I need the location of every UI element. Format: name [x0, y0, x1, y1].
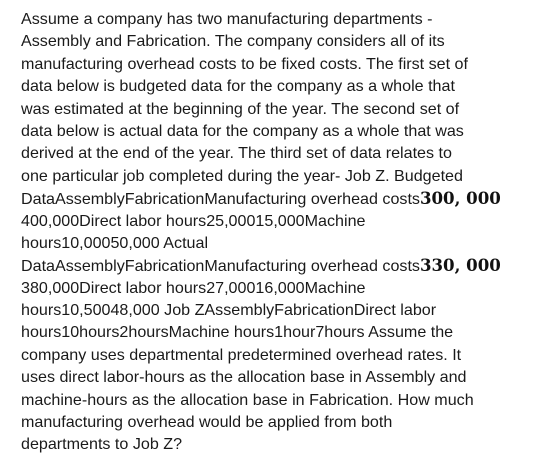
text-line: hours10,50048,000 Job ZAssemblyFabricationDirect labor	[21, 301, 437, 320]
text-line: manufacturing overhead costs to be fixed costs. The first set of	[21, 54, 468, 73]
text-line: departments to Job Z?	[21, 435, 183, 454]
budgeted-data-text: DataAssemblyFabricationManufacturing overhead costs	[21, 190, 420, 209]
text-line: company uses departmental predetermined overhead rates. It	[21, 345, 462, 364]
text-line: hours10,00050,000 Actual	[21, 233, 209, 252]
text-line: uses direct labor-hours as the allocation base in Assembly and	[21, 368, 467, 387]
text-line: 400,000Direct labor hours25,00015,000Machine	[21, 211, 366, 230]
text-line: hours10hours2hoursMachine hours1hour7hours Assume the	[21, 323, 454, 342]
text-line: one particular job completed during the year- Job Z. Budgeted	[21, 166, 463, 185]
text-line: Assembly and Fabrication. The company considers all of its	[21, 32, 445, 51]
text-line: derived at the end of the year. The third set of data relates to	[21, 144, 452, 163]
text-line: 380,000Direct labor hours27,00016,000Machine	[21, 278, 366, 297]
text-line: data below is budgeted data for the company as a whole that	[21, 77, 455, 96]
text-line: was estimated at the beginning of the year. The second set of	[21, 99, 460, 118]
text-line: manufacturing overhead would be applied from both	[21, 413, 393, 432]
actual-assembly-overhead-math: 330, 000	[419, 255, 501, 276]
text-line: Assume a company has two manufacturing departments -	[21, 10, 433, 28]
text-line: machine-hours as the allocation base in Fabrication. How much	[21, 390, 474, 409]
text-line	[21, 187, 548, 209]
text-line	[21, 254, 548, 276]
text-line: data below is actual data for the company as a whole that was	[21, 121, 464, 140]
budgeted-assembly-overhead-math: 300, 000	[419, 188, 501, 209]
actual-data-text: DataAssemblyFabricationManufacturing overhead costs	[21, 257, 420, 276]
